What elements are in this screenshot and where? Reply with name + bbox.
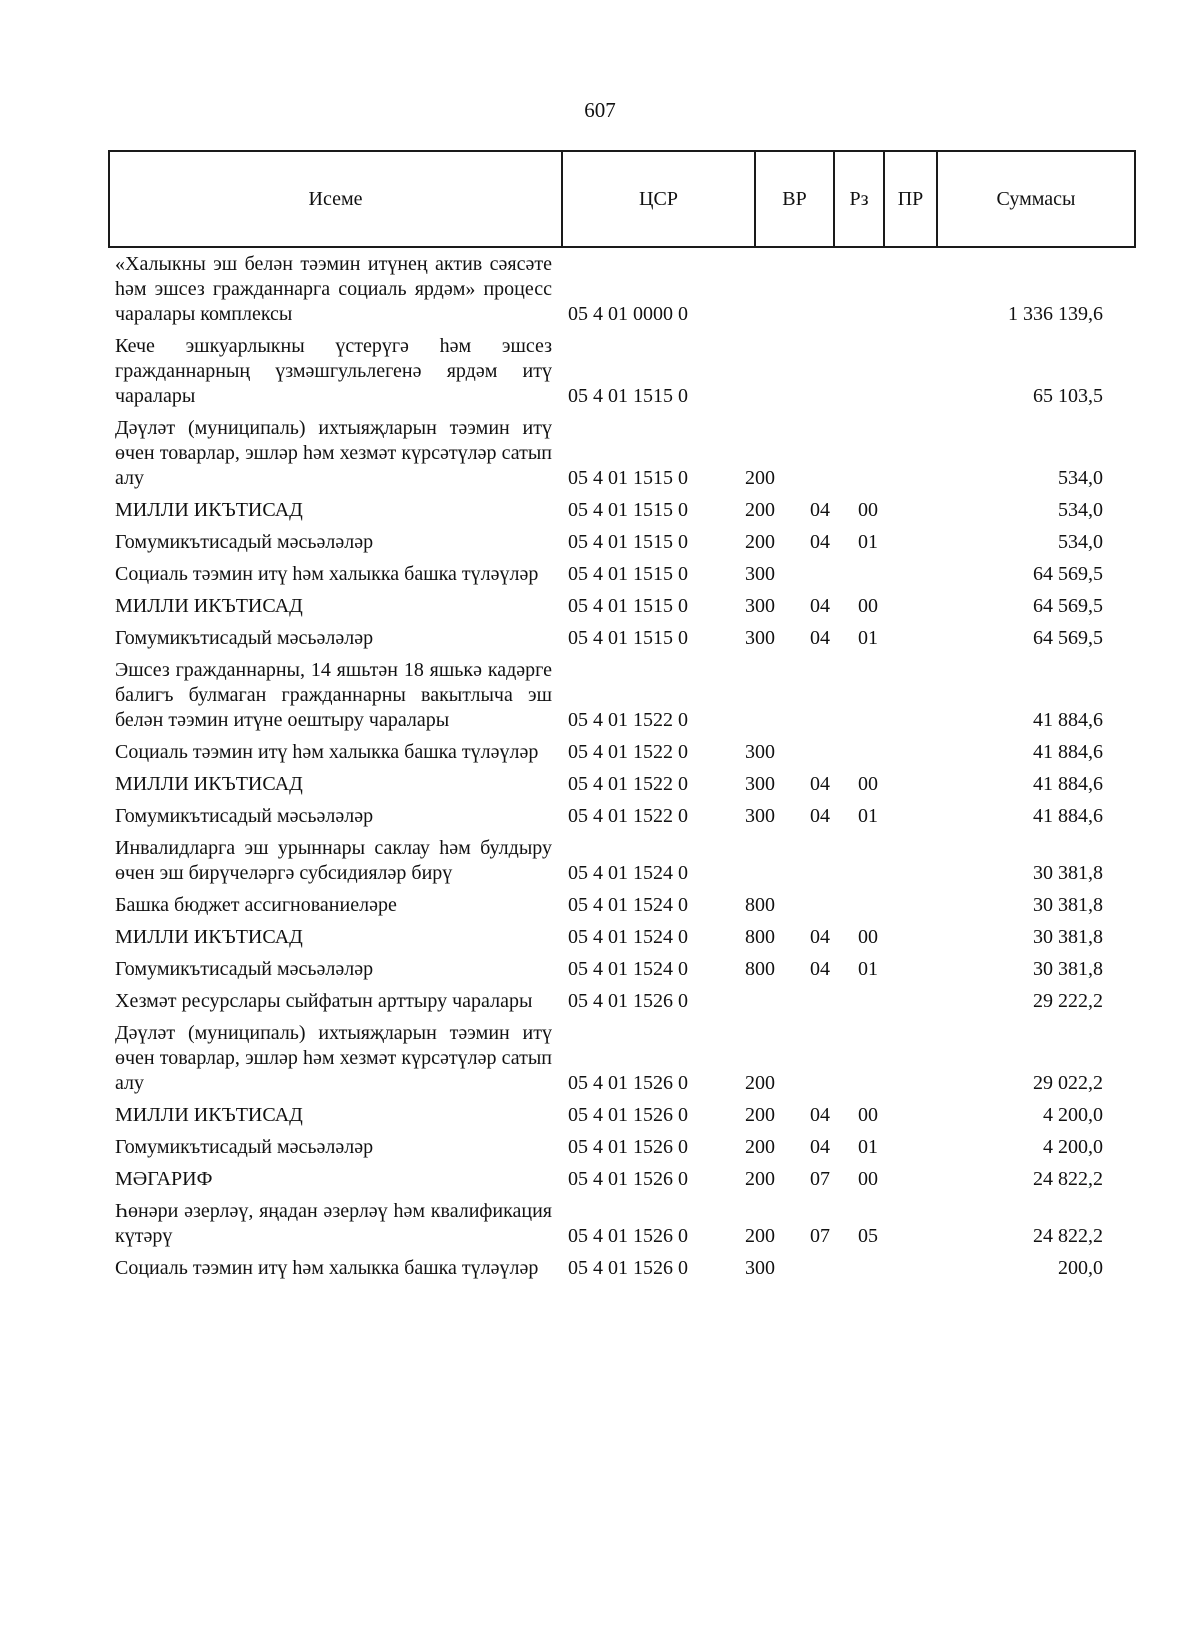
row-pr: 01 [858, 1136, 878, 1158]
row-csr: 05 4 01 1515 0 [568, 627, 688, 649]
row-name: Гомумикътисадый мәсьәләләр [115, 627, 374, 649]
row-pr: 00 [858, 773, 878, 795]
table-row [115, 772, 1113, 797]
row-name: МИЛЛИ ИКЪТИСАД [115, 926, 303, 948]
row-sum: 4 200,0 [1043, 1136, 1103, 1158]
row-name: Социаль тәэмин итү һәм халыкка башка түләүләр [115, 1257, 539, 1279]
row-csr: 05 4 01 1515 0 [568, 385, 688, 407]
table-row [115, 562, 1113, 587]
row-csr: 05 4 01 1515 0 [568, 531, 688, 553]
row-vr: 200 [745, 499, 775, 521]
table-row [115, 498, 1113, 523]
row-vr: 200 [745, 1225, 775, 1247]
row-csr: 05 4 01 1522 0 [568, 741, 688, 763]
row-sum: 64 569,5 [1033, 627, 1103, 649]
row-vr: 300 [745, 741, 775, 763]
row-name: МИЛЛИ ИКЪТИСАД [115, 1104, 303, 1126]
row-rz: 04 [810, 531, 830, 553]
row-name: МӘГАРИФ [115, 1168, 213, 1190]
table-row [115, 626, 1113, 651]
row-sum: 534,0 [1058, 531, 1103, 553]
row-sum: 30 381,8 [1033, 958, 1103, 980]
table-row [115, 252, 1113, 327]
row-csr: 05 4 01 1522 0 [568, 773, 688, 795]
row-csr: 05 4 01 1526 0 [568, 1136, 688, 1158]
header-vr: ВР [755, 151, 834, 247]
row-sum: 200,0 [1058, 1257, 1103, 1279]
row-name: МИЛЛИ ИКЪТИСАД [115, 595, 303, 617]
row-name: МИЛЛИ ИКЪТИСАД [115, 499, 303, 521]
table-row [115, 658, 1113, 733]
row-sum: 41 884,6 [1033, 709, 1103, 731]
row-name: Инвалидларга эш урыннары саклау һәм булдыру өчен эш бирүчеләргә субсидияләр бирү [115, 837, 552, 884]
row-vr: 200 [745, 1072, 775, 1094]
table-row [115, 925, 1113, 950]
row-pr: 01 [858, 627, 878, 649]
row-vr: 200 [745, 1104, 775, 1126]
table-row [115, 1256, 1113, 1281]
row-csr: 05 4 01 1526 0 [568, 1104, 688, 1126]
table-row [115, 740, 1113, 765]
row-csr: 05 4 01 0000 0 [568, 303, 688, 325]
row-csr: 05 4 01 1515 0 [568, 499, 688, 521]
row-vr: 200 [745, 1136, 775, 1158]
row-rz: 04 [810, 1104, 830, 1126]
row-pr: 05 [858, 1225, 878, 1247]
row-rz: 04 [810, 627, 830, 649]
row-name: Гомумикътисадый мәсьәләләр [115, 805, 374, 827]
table-row [115, 1199, 1113, 1249]
row-vr: 800 [745, 958, 775, 980]
row-sum: 30 381,8 [1033, 926, 1103, 948]
row-vr: 300 [745, 595, 775, 617]
row-name: Социаль тәэмин итү һәм халыкка башка түләүләр [115, 563, 539, 585]
table-row [115, 836, 1113, 886]
table-row [115, 957, 1113, 982]
row-name: «Халыкны эш белән тәэмин итүнең актив сәясәте һәм эшсез гражданнарга социаль ярдәм» процесс чаралары комплексы [115, 253, 552, 325]
row-csr: 05 4 01 1524 0 [568, 862, 688, 884]
row-sum: 41 884,6 [1033, 805, 1103, 827]
row-sum: 30 381,8 [1033, 862, 1103, 884]
row-sum: 41 884,6 [1033, 741, 1103, 763]
row-vr: 200 [745, 531, 775, 553]
row-csr: 05 4 01 1526 0 [568, 1257, 688, 1279]
row-rz: 07 [810, 1225, 830, 1247]
row-vr: 800 [745, 926, 775, 948]
row-name: Дәүләт (муниципаль) ихтыяҗларын тәэмин итү өчен товарлар, эшләр һәм хезмәт күрсәтүләр сатып алу [115, 417, 552, 489]
row-rz: 04 [810, 595, 830, 617]
row-name: МИЛЛИ ИКЪТИСАД [115, 773, 303, 795]
row-pr: 00 [858, 1168, 878, 1190]
row-vr: 300 [745, 627, 775, 649]
row-csr: 05 4 01 1526 0 [568, 1168, 688, 1190]
row-pr: 01 [858, 531, 878, 553]
row-csr: 05 4 01 1526 0 [568, 990, 688, 1012]
row-name: Гомумикътисадый мәсьәләләр [115, 958, 374, 980]
row-sum: 29 222,2 [1033, 990, 1103, 1012]
row-rz: 04 [810, 958, 830, 980]
row-csr: 05 4 01 1524 0 [568, 958, 688, 980]
row-vr: 800 [745, 894, 775, 916]
header-rz: Рз [834, 151, 884, 247]
table-row [115, 1167, 1113, 1192]
row-rz: 04 [810, 499, 830, 521]
row-csr: 05 4 01 1515 0 [568, 563, 688, 585]
table-row [115, 530, 1113, 555]
row-name: Дәүләт (муниципаль) ихтыяҗларын тәэмин итү өчен товарлар, эшләр һәм хезмәт күрсәтүләр сатып алу [115, 1022, 552, 1094]
row-sum: 30 381,8 [1033, 894, 1103, 916]
row-name: Гомумикътисадый мәсьәләләр [115, 531, 374, 553]
row-pr: 01 [858, 958, 878, 980]
table-row [115, 804, 1113, 829]
row-sum: 65 103,5 [1033, 385, 1103, 407]
table-row [115, 989, 1113, 1014]
row-name: Гомумикътисадый мәсьәләләр [115, 1136, 374, 1158]
row-sum: 534,0 [1058, 499, 1103, 521]
table-header [108, 150, 1136, 248]
row-rz: 04 [810, 1136, 830, 1158]
row-rz: 04 [810, 773, 830, 795]
row-pr: 00 [858, 499, 878, 521]
row-name: Башка бюджет ассигнованиеләре [115, 894, 397, 916]
row-csr: 05 4 01 1526 0 [568, 1072, 688, 1094]
row-sum: 1 336 139,6 [1008, 303, 1103, 325]
row-csr: 05 4 01 1515 0 [568, 467, 688, 489]
page-number: 607 [584, 98, 616, 122]
row-csr: 05 4 01 1522 0 [568, 709, 688, 731]
row-sum: 24 822,2 [1033, 1225, 1103, 1247]
row-csr: 05 4 01 1526 0 [568, 1225, 688, 1247]
table-row [115, 416, 1113, 491]
table-row [115, 1021, 1113, 1096]
row-name: Кече эшкуарлыкны үстерүгә һәм эшсез гражданнарның үзмәшгульлегенә ярдәм итү чаралары [115, 335, 552, 407]
row-sum: 4 200,0 [1043, 1104, 1103, 1126]
row-sum: 64 569,5 [1033, 595, 1103, 617]
row-vr: 300 [745, 1257, 775, 1279]
row-pr: 00 [858, 926, 878, 948]
row-vr: 300 [745, 805, 775, 827]
table-row [115, 1103, 1113, 1128]
row-name: Эшсез гражданнарны, 14 яшьтән 18 яшькә кадәрге балигъ булмаган гражданнарны вакытлыча эш белән тәэмин итүне оештыру чаралары [115, 659, 552, 731]
row-pr: 00 [858, 595, 878, 617]
table-row [115, 1135, 1113, 1160]
row-rz: 04 [810, 805, 830, 827]
row-csr: 05 4 01 1515 0 [568, 595, 688, 617]
row-csr: 05 4 01 1524 0 [568, 926, 688, 948]
row-pr: 01 [858, 805, 878, 827]
row-rz: 07 [810, 1168, 830, 1190]
table-body [115, 252, 1113, 1288]
header-sum: Суммасы [937, 151, 1135, 247]
row-vr: 200 [745, 467, 775, 489]
table-row [115, 334, 1113, 409]
header-csr: ЦСР [562, 151, 755, 247]
header-pr: ПР [884, 151, 937, 247]
row-vr: 300 [745, 773, 775, 795]
row-sum: 64 569,5 [1033, 563, 1103, 585]
row-name: Хезмәт ресурслары сыйфатын арттыру чаралары [115, 990, 533, 1012]
header-name: Исеме [109, 151, 562, 247]
row-sum: 534,0 [1058, 467, 1103, 489]
row-sum: 41 884,6 [1033, 773, 1103, 795]
row-sum: 29 022,2 [1033, 1072, 1103, 1094]
row-csr: 05 4 01 1522 0 [568, 805, 688, 827]
table-row [115, 893, 1113, 918]
row-rz: 04 [810, 926, 830, 948]
row-csr: 05 4 01 1524 0 [568, 894, 688, 916]
table-row [115, 594, 1113, 619]
row-vr: 300 [745, 563, 775, 585]
row-vr: 200 [745, 1168, 775, 1190]
row-name: Һөнәри әзерләү, яңадан әзерләү һәм квалификация күтәрү [115, 1200, 552, 1247]
row-pr: 00 [858, 1104, 878, 1126]
row-name: Социаль тәэмин итү һәм халыкка башка түләүләр [115, 741, 539, 763]
row-sum: 24 822,2 [1033, 1168, 1103, 1190]
